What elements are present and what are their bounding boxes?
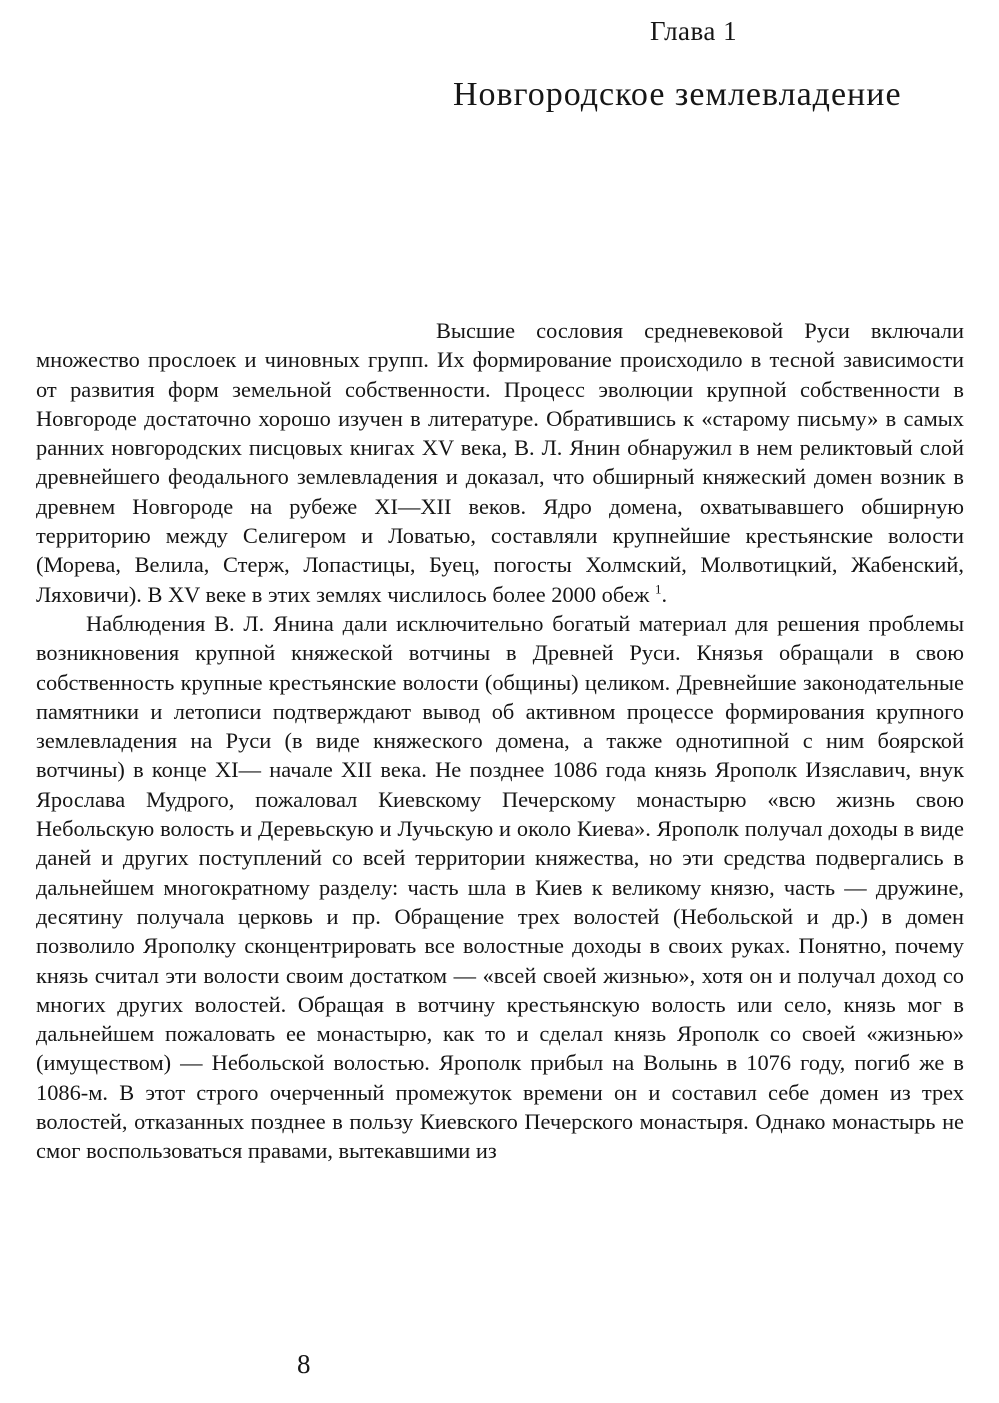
page-number: 8	[297, 1349, 311, 1379]
chapter-label: Глава 1	[650, 16, 738, 46]
footnote-ref-1[interactable]: 1	[654, 581, 662, 597]
paragraph-1-end: .	[661, 581, 668, 607]
chapter-title: Новгородское землевладение	[453, 76, 902, 113]
paragraph-2-text: Наблюдения В. Л. Янина дали исключительно богатый материал для решения проблемы возникновения крупной княжеской вотчины в Древней Руси. Князья обращали в свою собственность крупные крестьянские волости (общины) целиком. Древнейшие законодательные памятники и летописи подтверждают вывод об активном процессе формирования крупного землевладения на Руси (в виде княжеского домена, а также однотипной с ним боярской вотчины) в конце XI— начале XII века. Не позднее 1086 года князь Ярополк Изяславич, внук Ярослава Мудрого, пожаловал Киевскому Печерскому монастырю «всю жизнь свою Небольскую волость и Деревьскую и Лучьскую и около Киева». Ярополк получал доходы в виде даней и других поступлений со всей территории княжества, но эти средства подвергались в дальнейшем многократному разделу: часть шла в Киев к великому князю, часть — дружине, десятину получала церковь и пр. Обращение трех волостей (Небольской и др.) в домен позволило Ярополку сконцентрировать все волостные доходы в своих руках. Понятно, почему князь считал эти волости своим достатком — «всей своей жизнью», хотя он и получал доход со многих других волостей. Обращая в вотчину крестьянскую волость или село, князь мог в дальнейшем пожаловать ее монастырю, как то и сделал князь Ярополк со своей «жизнью» (имуществом) — Небольской волостью. Ярополк прибыл на Волынь в 1076 году, погиб же в 1086-м. В этот строго очерченный промежуток времени он и составил себе домен из трех волостей, отказанных позднее в пользу Киевского Печерского монастыря. Однако монастырь не смог воспользоваться правами, вытекавшими из	[36, 610, 964, 1164]
paragraph-1-text: Высшие сословия средневековой Руси включали множество прослоек и чиновных групп. Их формирование происходило в тесной зависимости от развития форм земельной собственности. Процесс эволюции крупной собственности в Новгороде достаточно хорошо изучен в литературе. Обратившись к «старому письму» в самых ранних новгородских писцовых книгах XV века, В. Л. Янин обнаружил в нем реликтовый слой древнейшего феодального землевладения и доказал, что обширный княжеский домен возник в древнем Новгороде на рубеже XI—XII веков. Ядро домена, охватывавшего обширную территорию между Селигером и Ловатью, составляли крупнейшие крестьянские волости (Морева, Велила, Стерж, Лопастицы, Буец, погосты Холмский, Молвотицкий, Жабенский, Ляховичи). В XV веке в этих землях числилось более 2000 обеж	[36, 318, 964, 607]
body-text	[36, 316, 964, 1166]
paragraph-1	[36, 316, 964, 609]
paragraph-2	[36, 609, 964, 1166]
